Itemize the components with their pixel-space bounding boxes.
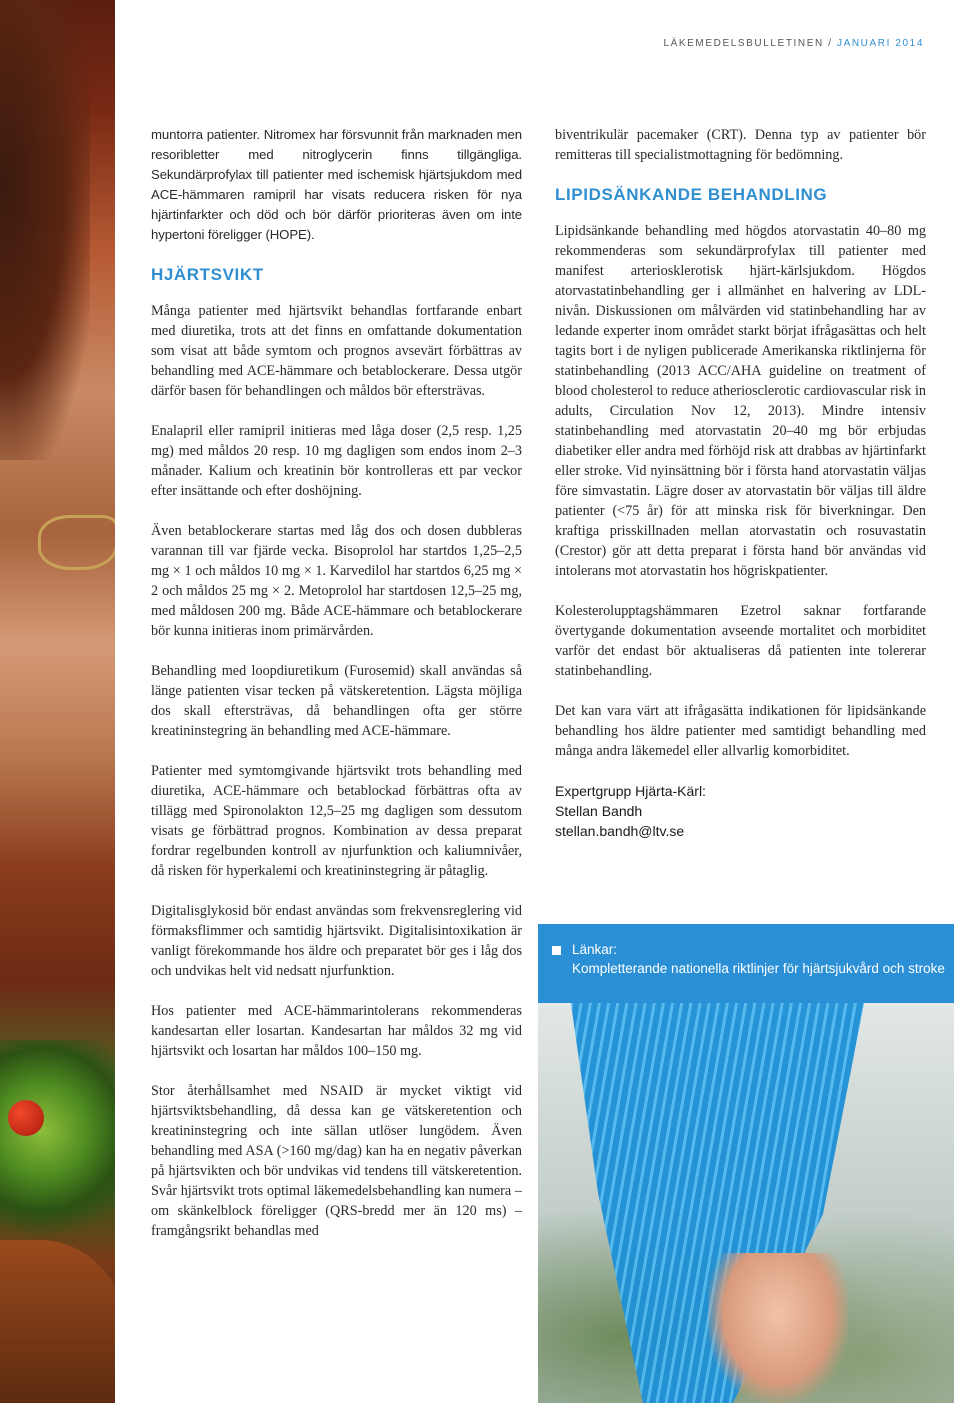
guidelines-link[interactable]: Kompletterande nationella riktlinjer för hjärtsjukvård och stroke [572, 961, 945, 976]
section-heading-lipidsankande: LIPIDSÄNKANDE BEHANDLING [555, 185, 828, 204]
photo-salad [0, 1040, 115, 1240]
publication-name: LÄKEMEDELSBULLETINEN [663, 38, 824, 49]
paragraph: Det kan vara värt att ifrågasätta indikationen för lipidsänkande behandling hos äldre patienter med samtidigt behandling med många andra läkemedel eller allvarlig komorbiditet. [555, 703, 926, 759]
paragraph: Kolesterolupptagshämmaren Ezetrol saknar fortfarande övertygande dokumentation avseende mortalitet och morbiditet varför det endast bör aktualiseras då patienten inte tolererar statinbehandling. [555, 603, 926, 679]
expert-group-label: Expertgrupp Hjärta-Kärl: [555, 783, 706, 799]
expert-name: Stellan Bandh [555, 803, 643, 819]
hammock-photo [538, 1003, 954, 1403]
issue-date: JANUARI 2014 [836, 38, 924, 49]
section-heading-hjartsvikt: HJÄRTSVIKT [151, 265, 264, 284]
paragraph: muntorra patienter. Nitromex har försvunnit från marknaden men resoribletter med nitroglycerin finns tillgängliga. Sekundärprofylax till patienter med ischemisk hjärtsjukdom med ACE-hämmaren ramipril har visats reducera risken för nya hjärtinfarkter och död och bör därför prioriteras även om inte hypertoni föreligger (HOPE). [151, 127, 522, 242]
left-column [151, 125, 522, 1261]
photo-tomato [8, 1100, 44, 1136]
links-label: Länkar: [572, 942, 618, 957]
paragraph: Många patienter med hjärtsvikt behandlas fortfarande enbart med diuretika, trots att det finns en omfattande dokumentation som visat att både symtom och prognos avsevärt förbättras av behandling med ACE-hämmare och betablockerare. Dessa utgör därför basen för behandlingen och måldos bör eftersträvas. [151, 303, 522, 399]
paragraph: Lipidsänkande behandling med högdos atorvastatin 40–80 mg rekommenderas som sekundärprofylax till patienter med manifest arteriosklerotisk hjärt-kärlsjukdom. Högdos atorvastatinbehandling ger i allmänhet en halvering av LDL-nivån. Diskussionen om målvärden vid statinbehandling har av ledande experter inom området starkt börjat ifrågasättas och helt tagits bort i de nyligen publicerade Amerikanska riktlinjerna för statinbehandling (2013 ACC/AHA guideline on treatment of blood cholesterol to reduce atheriosclerotic cardiovascular risk in adults, Circulation Nov 12, 2013). Mindre intensiv statinbehandling med atorvastatin 20–40 mg bör erbjudas diabetiker eller andra med förhöjd risk att drabbas av hjärtinfarkt eller stroke. Vid nyinsättning bör i första hand atorvastatin väljas före simvastatin. Lägre doser av atorvastatin bör väljas till äldre patienter (<75 år) för att minska risk för biverkningar. Den kraftiga prisskillnaden mellan atorvastatin och rosuvastatin (Crestor) gör att detta preparat i första hand bör användas vid intolerans mot atorvastatin hos högriskpatienter. [555, 223, 926, 579]
paragraph: biventrikulär pacemaker (CRT). Denna typ av patienter bör remitteras till specialistmottagning för bedömning. [555, 127, 926, 163]
paragraph: Hos patienter med ACE-hämmarintolerans rekommenderas kandesartan eller losartan. Kandesartan har måldos 32 mg vid hjärtsvikt och losartan har måldos 100–150 mg. [151, 1003, 522, 1059]
photo-bowl [0, 1240, 115, 1403]
photo-hand [708, 1253, 848, 1403]
running-head-separator: / [823, 38, 837, 49]
photo-glasses [38, 515, 115, 570]
bullet-square-icon [552, 946, 561, 955]
expert-email-link[interactable]: stellan.bandh@ltv.se [555, 823, 685, 839]
links-box [538, 924, 954, 1003]
paragraph: Även betablockerare startas med låg dos och dosen dubbleras varannan till var fjärde vecka. Bisoprolol har startdos 1,25–2,5 mg × 1 och måldos 10 mg × 1. Karvedilol har startdos 6,25 mg × 2 och måldos 25 mg × 2. Metoprolol har startdosen 12,5–25 mg, med måldosen 200 mg. Både ACE-hämmare och betablockerare bör kunna initieras inom primärvården. [151, 523, 522, 639]
paragraph: Behandling med loopdiuretikum (Furosemid) skall användas så länge patienten visar tecken på vätskeretention. Lägsta möjliga dos skall eftersträvas, då behandlingen ofta ger större kreatininstegring än behandling med ACE-hämmare. [151, 663, 522, 739]
photo-hair [0, 0, 90, 460]
paragraph: Patienter med symtomgivande hjärtsvikt trots behandling med diuretika, ACE-hämmare och betablockad förbättras ofta av tillägg med Spironolakton 12,5–25 mg dagligen som dessutom visats ge förbättrad prognos. Kombination av dessa preparat fordrar regelbunden kontroll av njurfunktion och kaliumnivåer, då risken för hyperkalemi och kreatininstegring är påtaglig. [151, 763, 522, 879]
paragraph: Stor återhållsamhet med NSAID är mycket viktigt vid hjärtsviktsbehandling, då dessa kan ge vätskeretention och kreatininstegring och inte sällan utlöser lungödem. Även behandling med ASA (>160 mg/dag) kan ha en negativ påverkan på hjärtsvikten och bör undvikas vid tendens till vätskeretention. Svår hjärtsvikt trots optimal läkemedelsbehandling kan numera – om skänkelblock föreligger (QRS-bredd mer än 120 ms) – framgångsrikt behandlas med [151, 1083, 522, 1239]
paragraph: Digitalisglykosid bör endast användas som frekvensreglering vid förmaksflimmer och samtidig hjärtsvikt. Digitalisintoxikation är vanligt förekommande hos äldre och preparatet bör ges i låg dos och undvikas helt vid nedsatt njurfunktion. [151, 903, 522, 979]
running-head [663, 38, 924, 49]
expert-group-signature [555, 781, 926, 841]
left-photo-woman-with-salad [0, 0, 115, 1403]
paragraph: Enalapril eller ramipril initieras med låga doser (2,5 resp. 1,25 mg) med måldos 20 resp. 10 mg dagligen som endos inom 2–3 månader. Kalium och kreatinin bör kontrolleras ett par veckor efter insättande och efter doshöjning. [151, 423, 522, 499]
right-column [555, 125, 926, 841]
